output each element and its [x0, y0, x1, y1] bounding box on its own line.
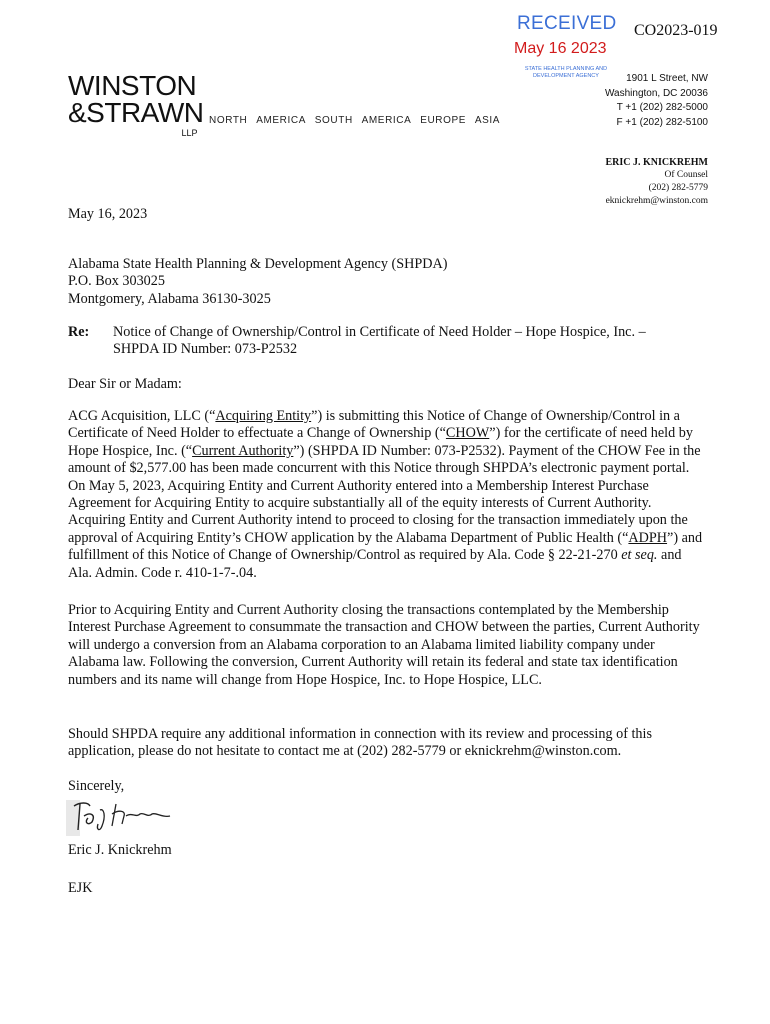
address-line: 1901 L Street, NW [626, 73, 708, 84]
firm-logo [68, 72, 203, 138]
paragraph-3: Should SHPDA require any additional information in connection with its review and processing of this application, please do not hesitate to contact me at (202) 282-5779 or eknickrehm@winston.com. [68, 726, 652, 760]
text-run: ”) is submitting this Notice of Change of Ownership/Control in a Certificate of Need Holder to effectuate a Change of Ownership (“ [68, 408, 680, 442]
stamp-agency-line: DEVELOPMENT AGENCY [533, 73, 599, 79]
re-line: SHPDA ID Number: 073-P2532 [113, 341, 298, 358]
italic-term: et seq. [621, 547, 658, 564]
recipient-line: Montgomery, Alabama 36130-3025 [68, 290, 271, 307]
recipient-line: Alabama State Health Planning & Development Agency (SHPDA) [68, 256, 448, 272]
text-run: ”) for the certificate of need held by Hope Hospice, Inc. (“ [68, 425, 693, 459]
stamp-agency-line: STATE HEALTH PLANNING AND [524, 66, 608, 72]
closing: Sincerely, [68, 778, 125, 794]
paragraph-1 [68, 408, 708, 582]
address-line: T +1 (202) 282-5000 [616, 102, 708, 113]
letter-date: May 16, 2023 [68, 206, 148, 222]
sender-email: eknickrehm@winston.com [605, 196, 708, 206]
defined-term: Current Authority [192, 442, 294, 459]
re-label: Re: [68, 324, 90, 340]
address-line: Washington, DC 20036 [604, 87, 708, 99]
text-run: ACG Acquisition, LLC (“ [68, 408, 216, 424]
recipient-address [68, 256, 447, 308]
sender-phone: (202) 282-5779 [648, 183, 708, 193]
received-stamp: RECEIVED [517, 13, 617, 34]
salutation: Dear Sir or Madam: [68, 376, 182, 392]
text-run: ”) (SHPDA ID Number: 073-P2532). Payment of the CHOW Fee in the amount of $2,577.00 has been made concurrent with this Notice through SHPDA’s electronic payment portal. On May 5, 2023, Acquiring Entity and Current Authority entered into a Membership Interest Purchase Agreement for Acquiring Entity to acquire substantially all of the equity interests of Current Authority. Acquiring Entity and Current Authority intend to proceed to closing for the transaction immediately upon the approval of Acquiring Entity’s CHOW application by the Alabama Department of Public Health (“ [68, 442, 701, 546]
sender-name: ERIC J. KNICKREHM [605, 157, 708, 168]
stamp-agency [516, 66, 616, 80]
paragraph-2: Prior to Acquiring Entity and Current Authority closing the transactions contemplated by the Membership Interest Purchase Agreement to consummate the transaction and CHOW between the parties, Current Authority will undergo a conversion from an Alabama corporation to an Alabama limited liability company under Alabama law. Following the conversion, Current Authority will retain its federal and state tax identification numbers and its name will change from Hope Hospice, Inc. to Hope Hospice, LLC. [68, 602, 700, 688]
signatory-name: Eric J. Knickrehm [68, 842, 172, 858]
defined-term: CHOW [445, 425, 490, 442]
re-subject [113, 324, 713, 359]
firm-regions: NORTH AMERICA SOUTH AMERICA EUROPE ASIA [209, 115, 501, 126]
firm-address [605, 72, 708, 130]
text-run: and Ala. Admin. Code r. 410-1-7-.04. [68, 547, 682, 581]
re-line: Notice of Change of Ownership/Control in Certificate of Need Holder – Hope Hospice, Inc. – [113, 324, 646, 340]
logo-line: WINSTON [68, 70, 197, 101]
recipient-line: P.O. Box 303025 [68, 273, 165, 290]
sender-title: Of Counsel [664, 170, 708, 180]
case-number: CO2023-019 [634, 22, 718, 39]
received-date: May 16 2023 [514, 40, 607, 57]
defined-term: ADPH [628, 529, 668, 546]
text-run: ”) and fulfillment of this Notice of Change of Ownership/Control as required by Ala. Code § 22-21-270 [68, 529, 703, 564]
logo-llp: LLP [181, 128, 198, 138]
address-line: F +1 (202) 282-5100 [616, 116, 708, 128]
sender-block [605, 156, 708, 208]
logo-line: &STRAWN [68, 97, 204, 128]
author-initials: EJK [68, 880, 93, 896]
defined-term: Acquiring Entity [215, 408, 312, 424]
handwritten-signature [66, 796, 176, 838]
